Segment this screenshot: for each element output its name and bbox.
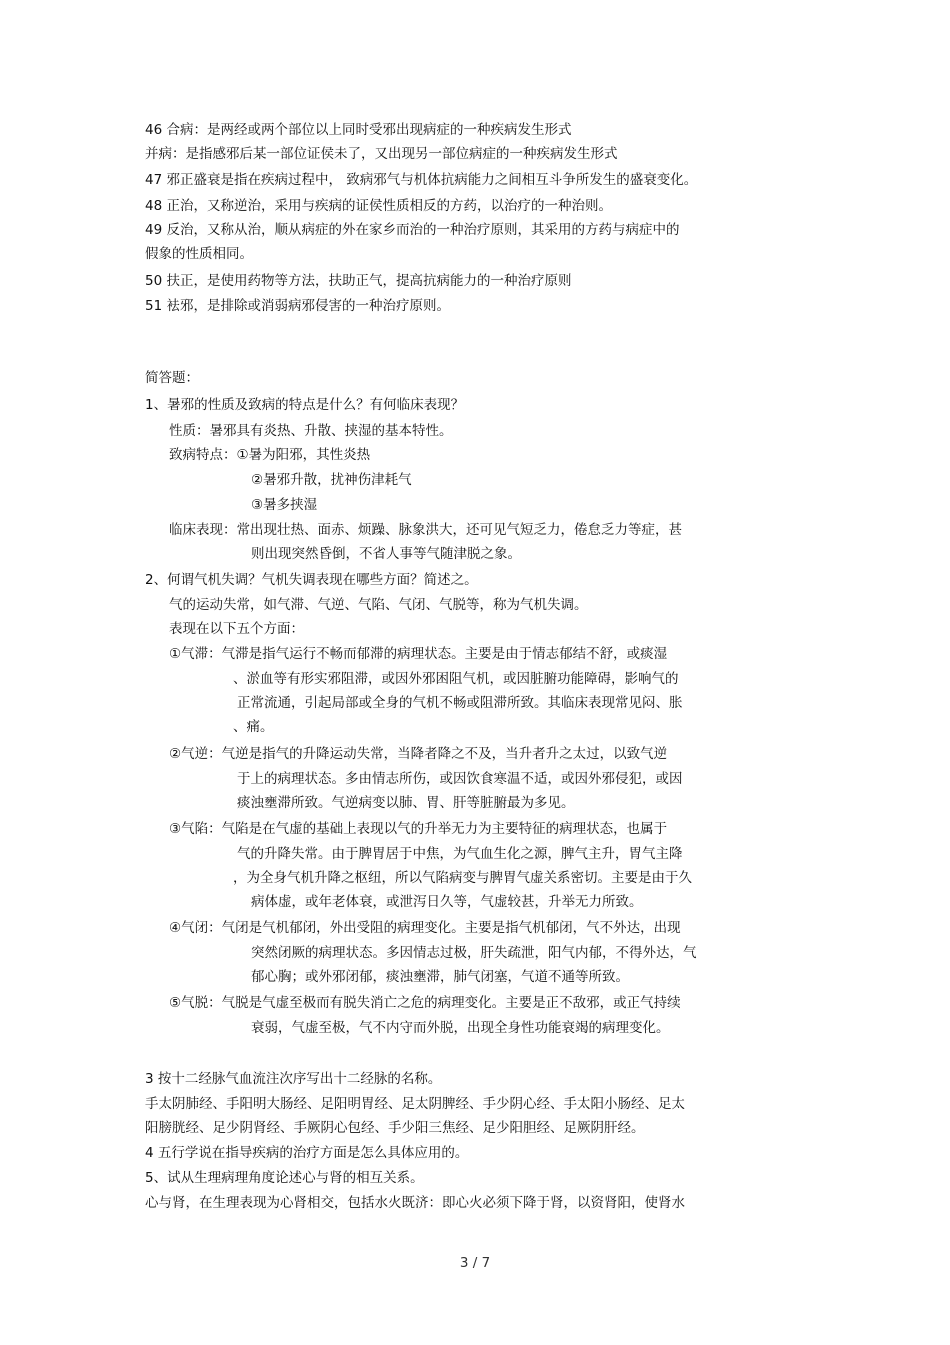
page-number: 3 / 7 <box>459 1255 491 1271</box>
definition-49-cont: 假象的性质相同。 <box>145 246 253 262</box>
q1-feature-2: ②暑邪升散，扰神伤津耗气 <box>251 472 412 488</box>
q2-collapse-2: 衰弱，气虚至极，气不内守而外脱，出现全身性功能衰竭的病理变化。 <box>251 1020 670 1036</box>
definition-46-bingbing: 并病：是指感邪后某一部位证侯未了，又出现另一部位病症的一种疾病发生形式 <box>145 146 618 162</box>
q1-feature-3: ③暑多挟湿 <box>251 497 318 513</box>
q5-answer-1: 心与肾，在生理表现为心肾相交，包括水火既济：即心火必须下降于肾，以资肾阳，使肾水 <box>145 1195 685 1211</box>
q1-clinical-1: 临床表现：常出现壮热、面赤、烦躁、脉象洪大，还可见气短乏力，倦怠乏力等症，甚 <box>169 522 682 538</box>
q1-nature: 性质：暑邪具有炎热、升散、挟湿的基本特性。 <box>169 423 453 439</box>
q5-question: 5、试从生理病理角度论述心与肾的相互关系。 <box>145 1170 424 1186</box>
q2-sinking-1: ③气陷：气陷是在气虚的基础上表现以气的升举无力为主要特征的病理状态，也属于 <box>169 821 668 837</box>
q2-block-3: 郁心胸；或外邪闭郁，痰浊壅滞，肺气闭塞，气道不通等所致。 <box>251 969 629 985</box>
q3-answer-1: 手太阴肺经、手阳明大肠经、足阳明胃经、足太阴脾经、手少阴心经、手太阳小肠经、足太 <box>145 1096 685 1112</box>
q1-feature-1: 致病特点：①暑为阳邪，其性炎热 <box>169 447 371 463</box>
q2-sinking-4: 病体虚，或年老体衰，或泄泻日久等，气虚较甚，升举无力所致。 <box>251 894 643 910</box>
q2-question: 2、何谓气机失调？气机失调表现在哪些方面？简述之。 <box>145 572 478 588</box>
q2-counterflow-2: 于上的病理状态。多由情志所伤，或因饮食寒温不适，或因外邪侵犯，或因 <box>237 771 683 787</box>
q4-question: 4 五行学说在指导疾病的治疗方面是怎么具体应用的。 <box>145 1145 469 1161</box>
q2-counterflow-3: 痰浊壅滞所致。气逆病变以肺、胃、肝等脏腑最为多见。 <box>237 795 575 811</box>
q2-stagnation-2: 、淤血等有形实邪阻滞，或因外邪困阻气机，或因脏腑功能障碍，影响气的 <box>233 671 679 687</box>
short-answer-heading: 简答题： <box>145 370 199 386</box>
definition-48: 48 正治，又称逆治，采用与疾病的证侯性质相反的方药，以治疗的一种治则。 <box>145 198 612 214</box>
q3-question: 3 按十二经脉气血流注次序写出十二经脉的名称。 <box>145 1071 442 1087</box>
q2-counterflow-1: ②气逆：气逆是指气的升降运动失常，当降者降之不及，当升者升之太过，以致气逆 <box>169 746 668 762</box>
q2-sinking-3: ，为全身气机升降之枢纽，所以气陷病变与脾胃气虚关系密切。主要是由于久 <box>233 870 692 886</box>
q2-block-2: 突然闭厥的病理状态。多因情志过极，肝失疏泄，阳气内郁，不得外达，气 <box>251 945 697 961</box>
q2-sinking-2: 气的升降失常。由于脾胃居于中焦，为气血生化之源，脾气主升，胃气主降 <box>237 846 683 862</box>
q1-question: 1、暑邪的性质及致病的特点是什么？有何临床表现？ <box>145 397 465 413</box>
q2-block-1: ④气闭：气闭是气机郁闭，外出受阻的病理变化。主要是指气机郁闭，气不外达，出现 <box>169 920 681 936</box>
definition-46: 46 合病：是两经或两个部位以上同时受邪出现病症的一种疾病发生形式 <box>145 122 572 138</box>
q2-definition: 气的运动失常，如气滞、气逆、气陷、气闭、气脱等，称为气机失调。 <box>169 597 588 613</box>
definition-50: 50 扶正，是使用药物等方法，扶助正气，提高抗病能力的一种治疗原则 <box>145 273 572 289</box>
q2-stagnation-3: 正常流通，引起局部或全身的气机不畅或阻滞所致。其临床表现常见闷、胀 <box>237 695 683 711</box>
q1-clinical-2: 则出现突然昏倒，不省人事等气随津脱之象。 <box>251 546 521 562</box>
q2-stagnation-4: 、痛。 <box>233 719 274 735</box>
q3-answer-2: 阳膀胱经、足少阴肾经、手厥阴心包经、手少阳三焦经、足少阳胆经、足厥阴肝经。 <box>145 1120 645 1136</box>
q2-collapse-1: ⑤气脱：气脱是气虚至极而有脱失消亡之危的病理变化。主要是正不敌邪，或正气持续 <box>169 995 681 1011</box>
definition-49: 49 反治，又称从治，顺从病症的外在家乡而治的一种治疗原则，其采用的方药与病症中的 <box>145 222 680 238</box>
q2-intro: 表现在以下五个方面： <box>169 621 304 637</box>
definition-51: 51 袪邪，是排除或消弱病邪侵害的一种治疗原则。 <box>145 298 450 314</box>
definition-47: 47 邪正盛衰是指在疾病过程中， 致病邪气与机体抗病能力之间相互斗争所发生的盛衰变化。 <box>145 172 698 188</box>
q2-stagnation-1: ①气滞：气滞是指气运行不畅而郁滞的病理状态。主要是由于情志郁结不舒，或痰湿 <box>169 646 668 662</box>
